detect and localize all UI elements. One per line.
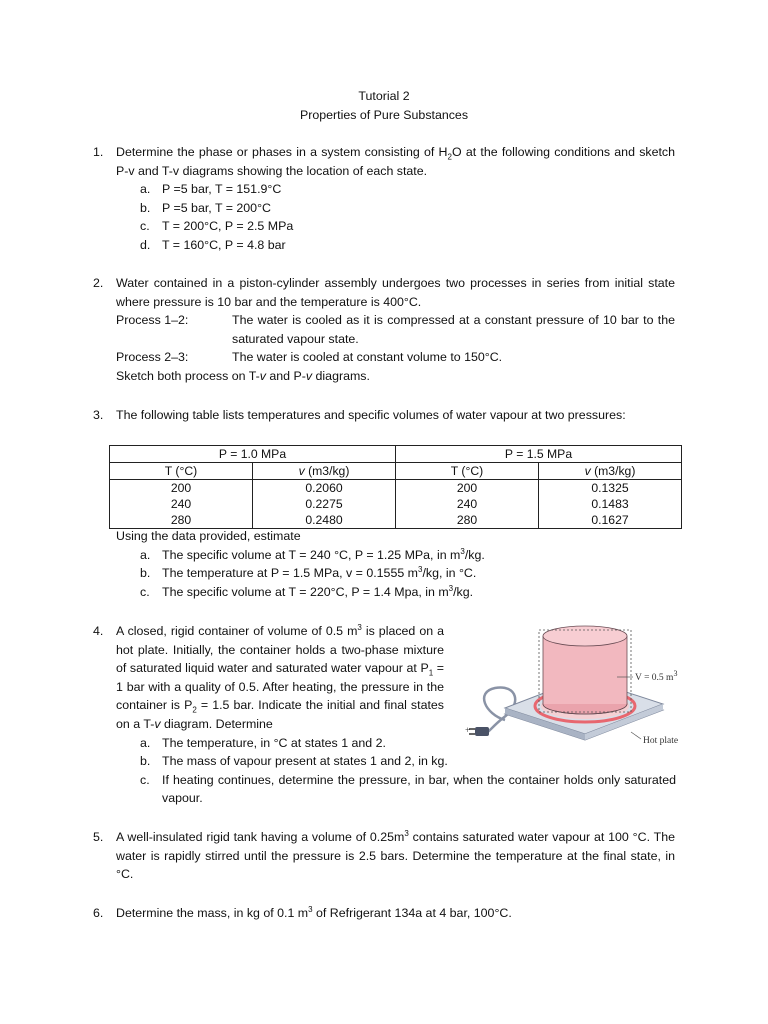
question-6 xyxy=(93,904,675,923)
list-item: b. The mass of vapour present at states 1 and 2, in kg. xyxy=(140,754,448,769)
question-closing: Sketch both process on T-v and P-v diagrams. xyxy=(116,368,370,383)
document-subtitle: Properties of Pure Substances xyxy=(299,108,469,122)
column-header-temperature: T (°C) xyxy=(110,463,253,480)
table-row: 200 0.2060 200 0.1325 xyxy=(110,480,682,497)
list-item: a. The specific volume at T = 240 °C, P = 1.25 MPa, in $m^3/kg$. xyxy=(140,546,485,562)
specific-volume-table xyxy=(109,445,682,529)
list-item: c. T = 200°C, P = 2.5 MPa xyxy=(140,219,294,234)
question-text: Using the data provided, estimate xyxy=(116,529,301,543)
question-5 xyxy=(93,828,675,884)
question-2 xyxy=(93,274,675,386)
table-group-header: P = 1.0 MPa xyxy=(110,446,396,463)
question-1 xyxy=(93,143,675,255)
question-text: The following table lists temperatures and specific volumes of water vapour at two pressures: xyxy=(116,408,626,422)
question-text: Determine the phase or phases in a system consisting of $H_2O$ at the following conditions and sketch P-v and T-v diagrams showing the location of each state. xyxy=(116,145,675,178)
list-item: c. If heating continues, determine the pressure, in bar, when the container holds only saturated vapour. xyxy=(140,772,676,806)
question-number: 2. xyxy=(93,276,104,290)
column-header-volume: v (m3/kg) xyxy=(539,463,682,480)
question-number: 3. xyxy=(93,408,104,422)
document-title: Tutorial 2 xyxy=(358,89,410,103)
question-text: Water contained in a piston-cylinder assembly undergoes two processes in series from initial state where pressure is 10 bar and the temperature is 400°C. xyxy=(116,276,675,309)
list-item: d. T = 160°C, P = 4.8 bar xyxy=(140,237,286,252)
question-3 xyxy=(93,406,675,425)
question-text: Determine the mass, in kg of 0.1 $m^3$ of Refrigerant 134a at 4 bar, 100°C. xyxy=(116,904,512,920)
question-text: A closed, rigid container of volume of 0.5 $m^3$ is placed on a hot plate. Initially, the container holds a two-phase mixture of saturated liquid water and saturated water vapour at $P_1 = 1$ bar with a quality of 0.5. After heating, the pressure in the container is $P_2 = 1.5$ bar. Indicate the initial and final states on a T-v diagram. Determine xyxy=(116,622,445,731)
question-number: 5. xyxy=(93,830,104,844)
question-text: A well-insulated rigid tank having a volume of $0.25m^3$ contains saturated water vapour at 100 °C. The water is rapidly stirred until the pressure is 2.5 bars. Determine the temperature at the final state, in °C. xyxy=(116,828,675,882)
hot-plate-figure xyxy=(445,622,690,752)
column-header-volume: v (m3/kg) xyxy=(253,463,396,480)
process-list xyxy=(116,311,675,385)
question-number: 6. xyxy=(93,906,104,920)
process-2: Process 2–3: The water is cooled at constant volume to 150°C. xyxy=(116,350,503,365)
process-1: Process 1–2: The water is cooled as it is compressed at a constant pressure of 10 bar to the saturated vapour state. xyxy=(116,313,675,346)
list-item: a. P =5 bar, T = 151.9°C xyxy=(140,182,282,197)
volume-label: V = 0.5 $m^3$ xyxy=(635,668,678,683)
table-row: 240 0.2275 240 0.1483 xyxy=(110,496,682,512)
question-3-parts xyxy=(93,527,675,601)
list-item: c. The specific volume at T = 220°C, P = 1.4 Mpa, in $m^3/kg$. xyxy=(140,583,474,599)
hot-plate-label: Hot plate xyxy=(643,736,679,746)
list-item: b. P =5 bar, T = 200°C xyxy=(140,200,271,215)
column-header-temperature: T (°C) xyxy=(396,463,539,480)
question-number: 4. xyxy=(93,624,104,638)
list-item: a. The temperature, in °C at states 1 and 2. xyxy=(140,735,386,750)
plug-sign: + xyxy=(465,726,471,736)
question-items xyxy=(116,180,675,254)
table-row: 280 0.2480 280 0.1627 xyxy=(110,512,682,529)
question-number: 1. xyxy=(93,145,104,159)
title-block xyxy=(0,87,768,125)
table-group-header: P = 1.5 MPa xyxy=(396,446,682,463)
list-item: b. The temperature at P = 1.5 MPa, v = 0.1555 $m^3/kg$, in °C. xyxy=(140,565,477,581)
